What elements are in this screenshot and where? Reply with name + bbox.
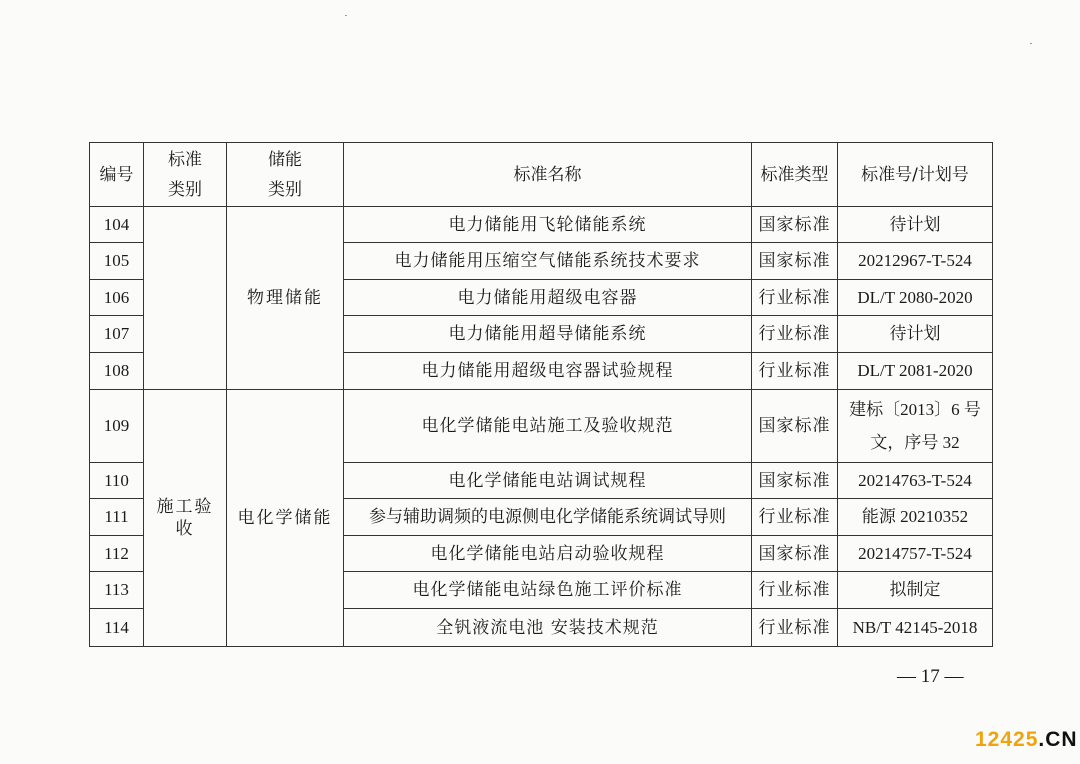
scan-speck (1030, 43, 1032, 44)
standard-name: 全钒液流电池 安装技术规范 (344, 609, 752, 647)
row-no: 106 (90, 280, 144, 316)
standard-code: 待计划 (838, 316, 993, 353)
standard-code: 20214763-T-524 (838, 463, 993, 499)
watermark-number: 12425 (975, 728, 1039, 751)
standard-type: 行业标准 (752, 316, 838, 353)
standard-type: 国家标准 (752, 536, 838, 572)
watermark-domain: .CN (1038, 728, 1078, 751)
standard-type: 国家标准 (752, 390, 838, 463)
header-standard-name: 标准名称 (344, 143, 752, 207)
header-standard-code: 标准号/计划号 (838, 143, 993, 207)
standard-name: 电化学储能电站施工及验收规范 (344, 390, 752, 463)
standard-code: DL/T 2080-2020 (838, 280, 993, 316)
page-number: — 17 — (897, 666, 964, 687)
standard-name: 电力储能用超级电容器 (344, 280, 752, 316)
standard-type: 国家标准 (752, 463, 838, 499)
standard-type: 行业标准 (752, 572, 838, 609)
standard-type: 行业标准 (752, 280, 838, 316)
standard-code: 待计划 (838, 207, 993, 243)
row-no: 113 (90, 572, 144, 609)
standard-type: 国家标准 (752, 207, 838, 243)
standard-name: 参与辅助调频的电源侧电化学储能系统调试导则 (344, 499, 752, 536)
standard-type: 行业标准 (752, 609, 838, 647)
scan-speck (345, 15, 347, 16)
standard-code: 拟制定 (838, 572, 993, 609)
standard-name: 电力储能用飞轮储能系统 (344, 207, 752, 243)
standard-code: 20212967-T-524 (838, 243, 993, 280)
standards-table (89, 142, 993, 647)
row-no: 109 (90, 390, 144, 463)
standard-code: 建标〔2013〕6 号 文，序号 32 (838, 390, 993, 463)
row-no: 111 (90, 499, 144, 536)
standard-name: 电力储能用压缩空气储能系统技术要求 (344, 243, 752, 280)
standard-name: 电力储能用超导储能系统 (344, 316, 752, 353)
standard-code: 20214757-T-524 (838, 536, 993, 572)
standard-name: 电化学储能电站调试规程 (344, 463, 752, 499)
header-row (90, 143, 993, 207)
standard-type: 行业标准 (752, 353, 838, 390)
standard-category-construction: 施工验收 (144, 390, 227, 647)
standard-code: DL/T 2081-2020 (838, 353, 993, 390)
storage-category-physical: 物理储能 (227, 207, 344, 390)
standard-type: 国家标准 (752, 243, 838, 280)
header-no: 编号 (90, 143, 144, 207)
row-no: 105 (90, 243, 144, 280)
standard-name: 电化学储能电站绿色施工评价标准 (344, 572, 752, 609)
storage-category-electrochemical: 电化学储能 (227, 390, 344, 647)
row-no: 114 (90, 609, 144, 647)
row-no: 104 (90, 207, 144, 243)
row-no: 112 (90, 536, 144, 572)
site-watermark (975, 728, 1078, 752)
standard-type: 行业标准 (752, 499, 838, 536)
table-row (90, 390, 993, 463)
header-standard-category: 标准 类别 (144, 143, 227, 207)
standard-category-cell (144, 207, 227, 390)
header-standard-type: 标准类型 (752, 143, 838, 207)
standard-code: 能源 20210352 (838, 499, 993, 536)
row-no: 110 (90, 463, 144, 499)
standard-name: 电力储能用超级电容器试验规程 (344, 353, 752, 390)
standard-code: NB/T 42145-2018 (838, 609, 993, 647)
standard-name: 电化学储能电站启动验收规程 (344, 536, 752, 572)
row-no: 108 (90, 353, 144, 390)
row-no: 107 (90, 316, 144, 353)
table-row (90, 207, 993, 243)
header-storage-category: 储能 类别 (227, 143, 344, 207)
